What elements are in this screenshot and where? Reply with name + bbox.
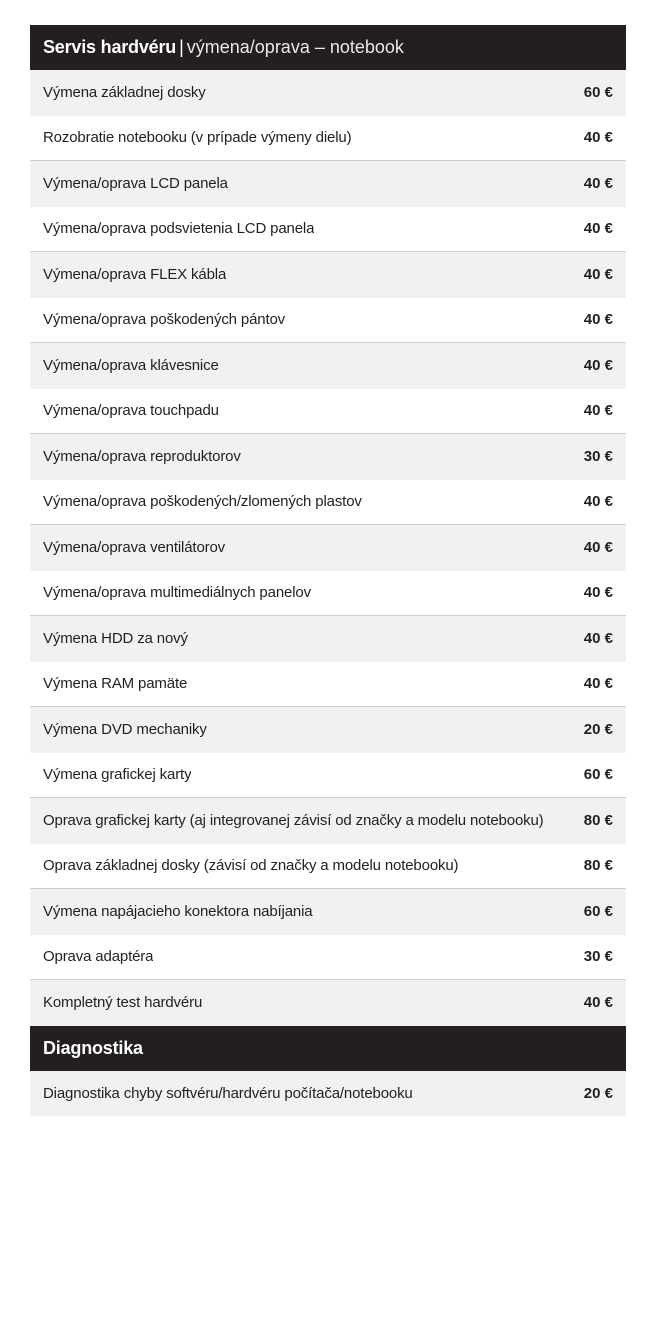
service-row	[30, 1071, 626, 1117]
service-row	[30, 343, 626, 389]
service-label: Výmena DVD mechaniky	[43, 721, 207, 739]
service-label: Výmena/oprava FLEX kábla	[43, 266, 227, 284]
service-row	[30, 889, 626, 935]
service-price: 40 €	[583, 539, 613, 557]
service-price: 30 €	[583, 948, 613, 966]
service-row	[30, 844, 626, 890]
service-price: 40 €	[583, 220, 613, 238]
service-row	[30, 252, 626, 298]
service-price: 80 €	[583, 857, 613, 875]
service-row	[30, 116, 626, 162]
service-label: Výmena/oprava LCD panela	[43, 175, 228, 193]
service-price: 40 €	[583, 493, 613, 511]
service-price: 40 €	[583, 175, 613, 193]
service-price: 20 €	[583, 1084, 613, 1102]
service-label: Výmena/oprava poškodených/zlomených plastov	[43, 493, 362, 511]
price-table	[30, 25, 626, 1116]
section-subtitle: výmena/oprava – notebook	[186, 37, 404, 57]
service-price: 40 €	[583, 129, 613, 147]
service-label: Oprava základnej dosky (závisí od značky a modelu notebooku)	[43, 857, 459, 875]
service-row	[30, 662, 626, 708]
service-label: Výmena/oprava multimediálnych panelov	[43, 584, 311, 602]
service-price: 40 €	[583, 994, 613, 1012]
section-header-diagnostics	[30, 1026, 626, 1071]
service-row	[30, 525, 626, 571]
service-label: Výmena/oprava klávesnice	[43, 357, 219, 375]
service-row	[30, 707, 626, 753]
service-price: 40 €	[583, 675, 613, 693]
service-label: Rozobratie notebooku (v prípade výmeny dielu)	[43, 129, 352, 147]
service-row	[30, 70, 626, 116]
service-label: Oprava adaptéra	[43, 948, 154, 966]
service-price: 40 €	[583, 630, 613, 648]
service-label: Kompletný test hardvéru	[43, 994, 203, 1012]
title-separator: |	[179, 37, 184, 57]
service-row	[30, 480, 626, 526]
service-row	[30, 616, 626, 662]
service-price: 40 €	[583, 402, 613, 420]
service-row	[30, 434, 626, 480]
service-list	[30, 70, 626, 1026]
diagnostics-list	[30, 1071, 626, 1117]
service-row	[30, 389, 626, 435]
service-price: 60 €	[583, 766, 613, 784]
service-price: 40 €	[583, 311, 613, 329]
service-row	[30, 798, 626, 844]
section-title: Servis hardvéru	[43, 37, 177, 57]
service-row	[30, 753, 626, 799]
service-label: Výmena/oprava reproduktorov	[43, 448, 241, 466]
service-label: Diagnostika chyby softvéru/hardvéru počítača/notebooku	[43, 1084, 413, 1102]
service-row	[30, 298, 626, 344]
service-price: 40 €	[583, 357, 613, 375]
service-price: 40 €	[583, 266, 613, 284]
service-label: Výmena základnej dosky	[43, 84, 206, 102]
service-price: 40 €	[583, 584, 613, 602]
service-price: 30 €	[583, 448, 613, 466]
service-row	[30, 980, 626, 1026]
service-label: Výmena/oprava podsvietenia LCD panela	[43, 220, 315, 238]
service-label: Výmena napájacieho konektora nabíjania	[43, 903, 313, 921]
section-header-hardware-service	[30, 25, 626, 70]
service-label: Výmena grafickej karty	[43, 766, 192, 784]
service-label: Výmena RAM pamäte	[43, 675, 188, 693]
service-label: Výmena HDD za nový	[43, 630, 188, 648]
service-label: Oprava grafickej karty (aj integrovanej závisí od značky a modelu notebooku)	[43, 812, 544, 830]
service-row	[30, 207, 626, 253]
service-row	[30, 935, 626, 981]
service-price: 60 €	[583, 903, 613, 921]
service-label: Výmena/oprava poškodených pántov	[43, 311, 286, 329]
section-title: Diagnostika	[43, 1037, 143, 1058]
service-price: 20 €	[583, 721, 613, 739]
service-row	[30, 161, 626, 207]
service-label: Výmena/oprava ventilátorov	[43, 539, 226, 557]
service-row	[30, 571, 626, 617]
service-label: Výmena/oprava touchpadu	[43, 402, 219, 420]
service-price: 60 €	[583, 84, 613, 102]
service-price: 80 €	[583, 812, 613, 830]
